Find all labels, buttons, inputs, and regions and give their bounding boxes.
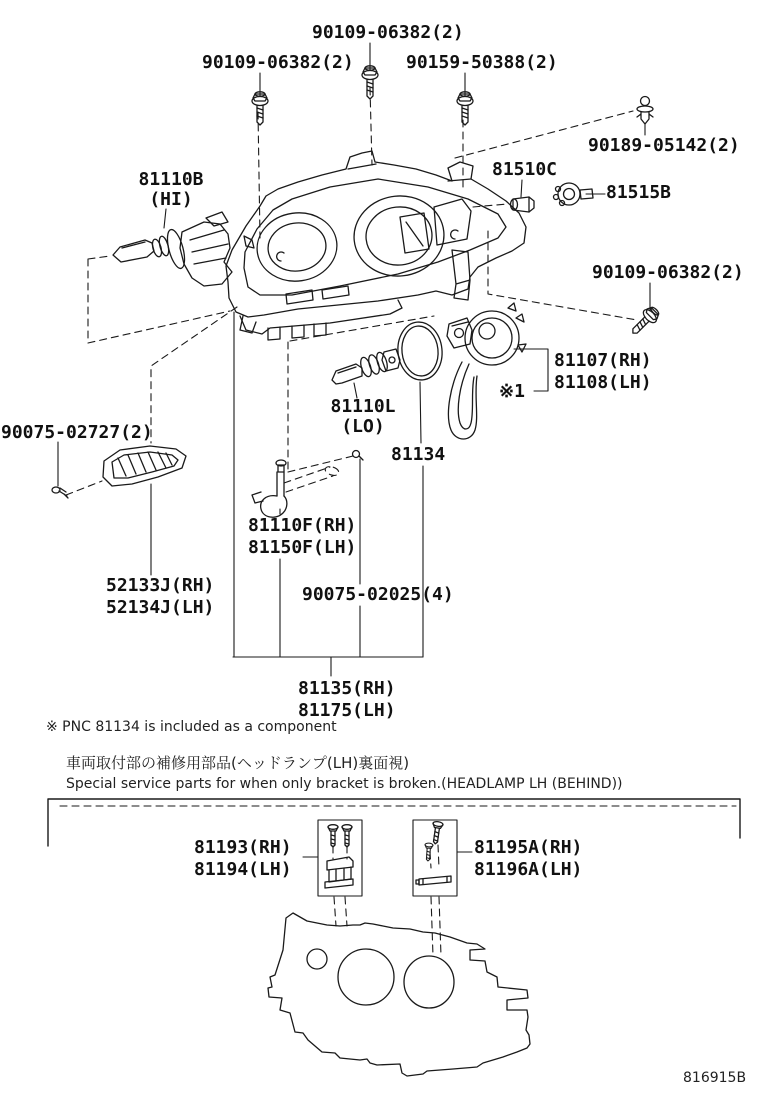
- part-label-cord: [554, 350, 652, 394]
- repair-box-a: [318, 820, 362, 896]
- reference-mark-1: ※1: [499, 381, 525, 402]
- housing-rear-drawing: [268, 913, 530, 1076]
- part-label-bolt-top-left: 90109-06382(2): [202, 52, 354, 73]
- part-label-bolt-top-center: 90109-06382(2): [312, 22, 464, 43]
- screw-top-right-drawing: [457, 92, 473, 125]
- part-number-rh: 81110F(RH): [248, 515, 357, 536]
- part-label-bulb-high: [130, 170, 212, 210]
- part-label-clip-top-right: 90189-05142(2): [588, 135, 740, 156]
- gasket-drawing: [395, 320, 445, 382]
- part-number-lh: 81175(LH): [298, 700, 396, 721]
- side-bracket-drawing: [103, 446, 186, 486]
- part-label-bulb-low: [322, 397, 404, 437]
- part-number-lh: 81194(LH): [194, 859, 292, 880]
- part-label-screw-bracket: 90075-02727(2): [1, 422, 153, 443]
- push-clip-drawing: [637, 97, 653, 125]
- part-label-side-bracket: [106, 575, 214, 619]
- dashed-lines: [60, 88, 736, 956]
- part-number-lh: 81108(LH): [554, 372, 652, 393]
- part-label-retainer: [248, 515, 356, 559]
- part-label-repair-bracket-a: [194, 837, 292, 881]
- part-number-rh: 81107(RH): [554, 350, 652, 371]
- repair-box-b: [413, 820, 457, 896]
- part-label-bolt-right: 90109-06382(2): [592, 262, 744, 283]
- part-number-rh: 81135(RH): [298, 678, 396, 699]
- part-label-gasket: 81134: [391, 444, 446, 465]
- bulb-cap-drawing: [511, 197, 535, 212]
- beam-type: (LO): [341, 416, 385, 437]
- headlamp-assembly-drawing: [226, 151, 526, 340]
- part-label-bulb-socket: 81515B: [606, 182, 672, 203]
- part-number-lh: 81150F(LH): [248, 537, 357, 558]
- service-note-english: Special service parts for when only bracket is broken.(HEADLAMP LH (BEHIND)): [66, 776, 623, 792]
- part-number-lh: 52134J(LH): [106, 597, 215, 618]
- footnote: ※ PNC 81134 is included as a component: [46, 719, 337, 735]
- cord-assembly-drawing: [447, 303, 526, 439]
- part-label-bulb-cap: 81510C: [492, 159, 558, 180]
- part-number: 81110L: [330, 396, 396, 417]
- part-number-rh: 81193(RH): [194, 837, 292, 858]
- part-label-headlamp-unit: [298, 678, 396, 722]
- bolt-right-drawing: [627, 304, 662, 339]
- drawing-number: 816915B: [683, 1070, 747, 1086]
- pin-drawing: [353, 451, 364, 461]
- high-beam-bulb-drawing: [113, 212, 232, 286]
- part-number-lh: 81196A(LH): [474, 859, 583, 880]
- service-note-japanese: 車両取付部の補修用部品(ヘッドランプ(LH)裏面視): [66, 754, 410, 772]
- bolt-top-left-drawing: [252, 92, 268, 125]
- low-beam-bulb-drawing: [332, 349, 400, 384]
- retainer-drawing: [252, 460, 287, 517]
- beam-type: (HI): [149, 189, 193, 210]
- part-number-rh: 52133J(RH): [106, 575, 215, 596]
- part-label-screw-top-right: 90159-50388(2): [406, 52, 558, 73]
- part-number-rh: 81195A(RH): [474, 837, 583, 858]
- bracket-screw-drawing: [52, 487, 68, 498]
- part-label-pin: 90075-02025(4): [302, 584, 454, 605]
- part-number: 81110B: [138, 169, 204, 190]
- part-label-repair-bracket-b: [474, 837, 582, 881]
